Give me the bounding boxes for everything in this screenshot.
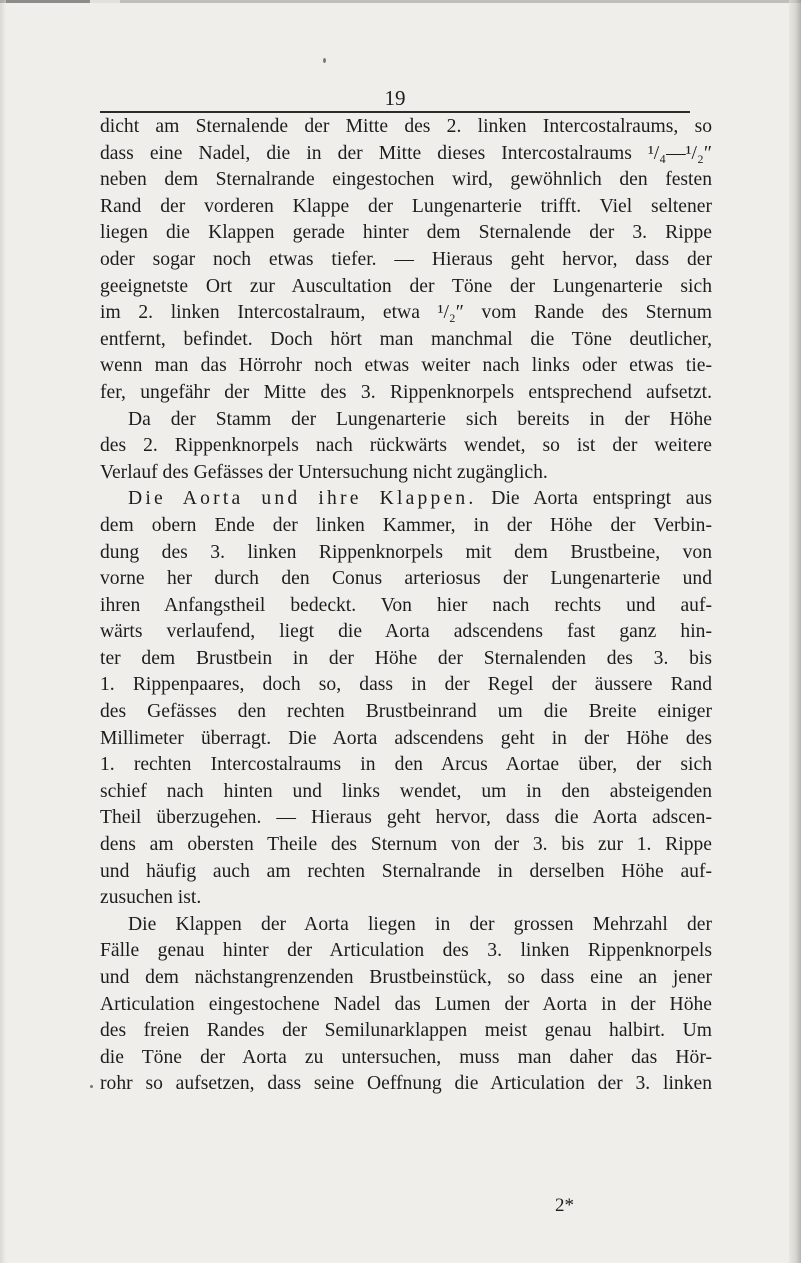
scan-edge-top: [0, 0, 801, 3]
text-line: dens am obersten Theile des Sternum von der 3. bis zur 1. Rippe: [100, 834, 712, 856]
text-line: rohr so aufsetzen, dass seine Oeffnung die Articulation der 3. linken: [100, 1073, 712, 1095]
text-line: 1. Rippenpaares, doch so, dass in der Regel der äussere Rand: [100, 674, 712, 696]
signature-mark: 2*: [555, 1195, 574, 1216]
text-line: entfernt, befindet. Doch hört man manchmal die Töne deutlicher,: [100, 328, 712, 350]
text-line: im 2. linken Intercostalraum, etwa ¹/₂″ vom Rande des Sternum: [100, 302, 712, 324]
text-line: Fälle genau hinter der Articulation des 3. linken Rippenknorpels: [100, 940, 712, 962]
text-line: geeignetste Ort zur Auscultation der Töne der Lungenarterie sich: [100, 275, 712, 297]
text-line: zusuchen ist.: [100, 887, 202, 909]
text-line: schief nach hinten und links wendet, um in den absteigenden: [100, 780, 712, 802]
text-line: ihren Anfangstheil bedeckt. Von hier nach rechts und auf-: [100, 594, 712, 616]
text-line: und häufig auch am rechten Sternalrande in derselben Höhe auf-: [100, 860, 712, 882]
text-line: neben dem Sternalrande eingestochen wird, gewöhnlich den festen: [100, 169, 712, 191]
text-line: wenn man das Hörrohr noch etwas weiter nach links oder etwas tie-: [100, 355, 712, 377]
text-line: Millimeter überragt. Die Aorta adscendens geht in der Höhe des: [100, 727, 712, 749]
body-text: [100, 114, 712, 1098]
paper-speck: [323, 58, 326, 63]
text-line: Da der Stamm der Lungenarterie sich bereits in der Höhe: [128, 408, 712, 430]
text-line: 1. rechten Intercostalraums in den Arcus Aortae über, der sich: [100, 754, 712, 776]
text-line: Theil überzugehen. — Hieraus geht hervor, dass die Aorta adscen-: [100, 807, 712, 829]
text-line-rest: Die Aorta entspringt aus: [476, 488, 712, 510]
text-line: liegen die Klappen gerade hinter dem Sternalende der 3. Rippe: [100, 222, 712, 244]
text-line: Articulation eingestochene Nadel das Lumen der Aorta in der Höhe: [100, 993, 712, 1015]
scan-edge-left: [0, 0, 6, 1263]
text-line: dicht am Sternalende der Mitte des 2. linken Intercostalraums, so: [100, 116, 712, 137]
text-line: dem obern Ende der linken Kammer, in der Höhe der Verbin-: [100, 514, 712, 536]
text-line: die Töne der Aorta zu untersuchen, muss man daher das Hör-: [100, 1046, 712, 1068]
scan-edge-right: [789, 0, 801, 1263]
text-line: ter dem Brustbein in der Höhe der Sternalenden des 3. bis: [100, 647, 712, 669]
text-line: oder sogar noch etwas tiefer. — Hieraus geht hervor, dass der: [100, 248, 712, 270]
text-line: dung des 3. linken Rippenknorpels mit dem Brustbeine, von: [100, 541, 712, 563]
page-number: 19: [384, 86, 406, 110]
text-line: wärts verlaufend, liegt die Aorta adscendens fast ganz hin-: [100, 621, 712, 643]
text-line: des Gefässes den rechten Brustbeinrand um die Breite einiger: [100, 701, 712, 723]
text-line: des freien Randes der Semilunarklappen meist genau halbirt. Um: [100, 1020, 712, 1042]
text-line: und dem nächstangrenzenden Brustbeinstück, so dass eine an jener: [100, 967, 712, 988]
paper-speck: [90, 1085, 93, 1088]
text-line: dass eine Nadel, die in der Mitte dieses Intercostalraums ¹/₄—¹/₂″: [100, 142, 712, 164]
text-line: Rand der vorderen Klappe der Lungenarterie trifft. Viel seltener: [100, 195, 712, 217]
text-line: [100, 486, 712, 513]
text-line: vorne her durch den Conus arteriosus der Lungenarterie und: [100, 568, 712, 590]
section-heading: Die Aorta und ihre Klappen.: [128, 488, 477, 510]
text-line: fer, ungefähr der Mitte des 3. Rippenknorpels entsprechend aufsetzt.: [100, 381, 712, 403]
text-line: Die Klappen der Aorta liegen in der grossen Mehrzahl der: [128, 913, 712, 935]
text-line: Verlauf des Gefässes der Untersuchung nicht zugänglich.: [100, 461, 548, 483]
header-rule: [100, 111, 690, 113]
text-line: des 2. Rippenknorpels nach rückwärts wendet, so ist der weitere: [100, 435, 712, 457]
